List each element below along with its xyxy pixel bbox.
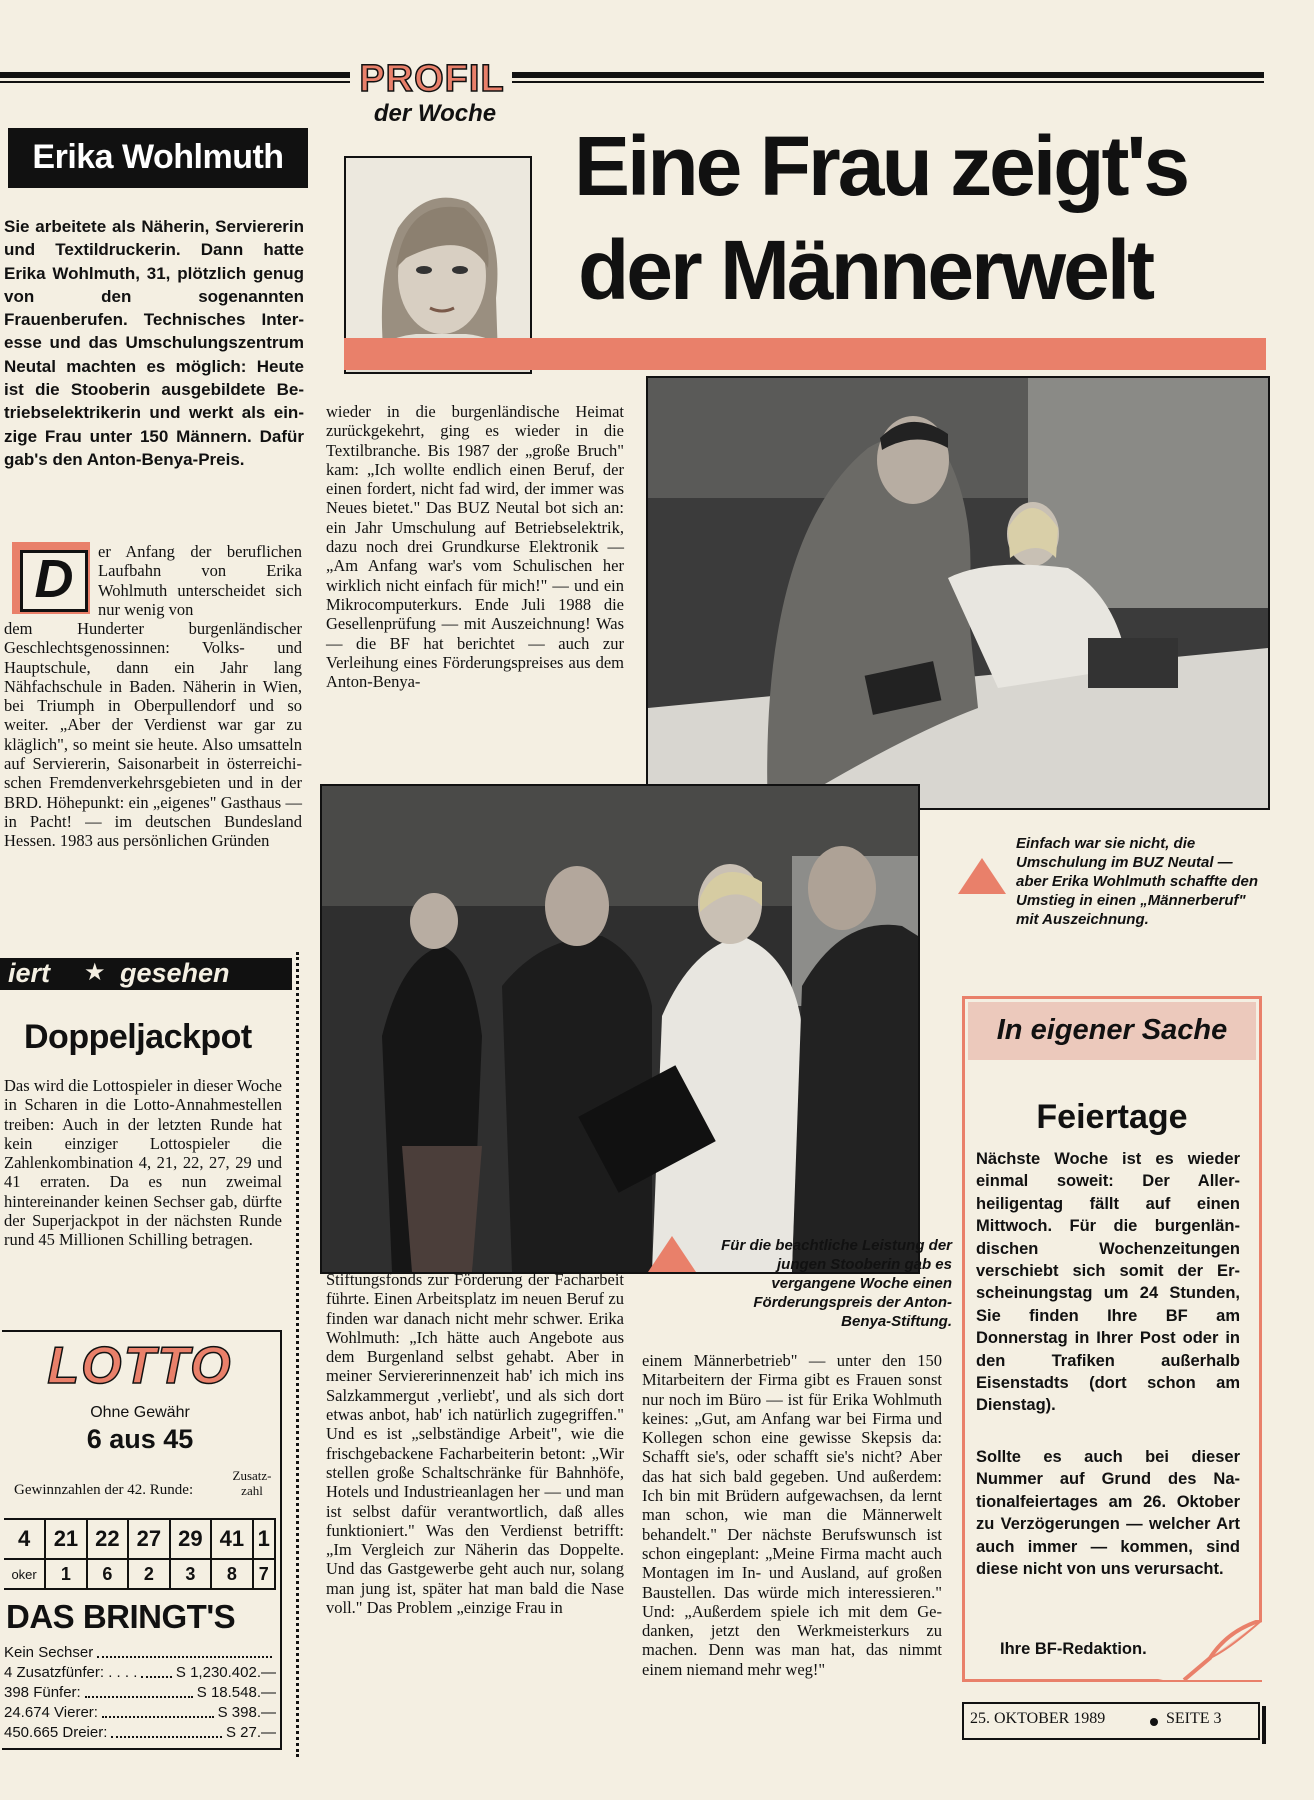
payout-label: 4 Zusatzfünfer: . . . . — [4, 1664, 138, 1681]
sidebar-divider — [296, 952, 299, 1757]
payout-row — [4, 1723, 276, 1743]
footer-bullet — [1150, 1718, 1158, 1726]
sidebar-text: Das wird die Lottospieler in dieser Woche in Scharen in die Lotto-Annahmestellen treiben: Auch in der letzten Runde hat kein einziger Lottospieler die Zahlenkombination 4, 21, 22, 27, 29 und 41 erraten. Da es nun zweimal hintereinander keinen Sechser gab, dürfte der Superjackpot in der nächsten Runde rund 45 Millionen Schilling betragen. — [4, 1076, 282, 1250]
sidebar-header-right: gesehen — [120, 958, 230, 988]
col1-text: dem Hunderter burgenländischer Geschlechtsgenossinnen: Volks- und Hauptschule, dann ein Jahr lang Nähfachschule in Baden. Näherin in Wien, bei Triumph in Oberpullendorf und so weiter. „Aber der Verdienst war gar zu kläglich", so meint sie heute. Also umsatteln auf Serviererin, Saisonarbeit in österreichischen Fremdenverkehrsgebieten und in der BRD. Höhepunkt: ein „eigenes" Gasthaus — in Pacht! — im deutschen Bundesland Hessen. 1983 aus persönlichen Gründen — [4, 619, 302, 851]
profil-subtitle: der Woche — [373, 100, 497, 127]
payout-label: 24.674 Vierer: — [4, 1704, 98, 1721]
page-curl-icon — [1158, 1620, 1262, 1685]
eigene-sache-label: In eigener Sache — [996, 1014, 1228, 1046]
lotto-round-label: Gewinnzahlen der 42. Runde: — [14, 1482, 194, 1498]
lotto-joker-label: oker — [4, 1559, 45, 1589]
lotto-number: 21 — [45, 1519, 86, 1559]
headline-line-2: der Männerwelt — [578, 223, 1153, 317]
lotto-ohne-gewaehr: Ohne Gewähr — [90, 1404, 190, 1421]
col2-top-text: wieder in die burgenländische Heimat zurückgekehrt, ging es wieder in die Textilbranche. Bis 1987 der „große Bruch" kam: „Ich wollte endlich einen Beruf, der einen fordert, nicht fad wird, der immer was Neues bietet." Das BUZ Neutal bot sich an: ein Jahr Umschulung auf Betriebselektrik, dazu noch drei Grundkurse Elektronik — „Am Anfang war's vom Schulischen her wirklich nicht einfach für mich!" — und ein Mikrocomputerkurs. Ende Juli 1988 die Gesellenprüfung — mit Auszeichnung! Was — die BF hat berichtet — auch zur Verleihung eines Förderungspreises aus dem Anton-Benya- — [326, 402, 624, 692]
caption1-triangle — [958, 858, 1006, 894]
lotto-joker-digit: 6 — [87, 1559, 128, 1589]
footer-page: SEITE 3 — [1166, 1710, 1222, 1727]
lotto-zusatz-label: Zusatz-zahl — [232, 1468, 272, 1498]
caption2-triangle — [648, 1236, 696, 1272]
award-photo — [320, 784, 920, 1274]
eigene-sache-signature: Ihre BF-Redaktion. — [1000, 1640, 1147, 1658]
lotto-joker-digit: 2 — [128, 1559, 169, 1589]
payout-value: S 18.548.— — [196, 1684, 276, 1701]
eigene-sache-p1: Nächste Woche ist es wieder einmal soweit: Der Allerheiligentag fällt auf einen Mittwoch. Für die burgenländischen Wochenzeitungen verschiebt sich somit der Erscheinungstag um 24 Stunden, Sie finden Ihre BF am Donnerstag in Ihrer Post oder in den Trafiken außerhalb Eisenstadts (dort schon am Dienstag). — [976, 1150, 1240, 1415]
workshop-photo — [646, 376, 1270, 810]
payout-value: S 27.— — [225, 1724, 276, 1741]
payout-label: 450.665 Dreier: — [4, 1724, 108, 1741]
caption1: Einfach war sie nicht, die Umschulung im BUZ Neutal — aber Erika Wohlmuth schaffte den Umstieg in einen „Männerberuf" mit Auszeichnung. — [1016, 835, 1258, 928]
lotto-number: 27 — [128, 1519, 169, 1559]
lotto-bringts: DAS BRINGT'S — [6, 1598, 236, 1635]
sidebar-header-left: iert — [8, 958, 51, 988]
col2-bottom-text: Stiftungsfonds zur Förderung der Facharbeit führte. Einen Arbeitsplatz im neuen Beruf zu finden war danach nicht mehr schwer. Erika Wohlmuth: „Ich hätte auch Angebote aus dem Burgenland selbst gehabt. Aber in meiner Serviererinnenzeit hab' ich mich ins Salzkammergut ‚verliebt', und als sich dort etwas anbot, hab' ich natürlich zugegriffen." Und es ist „selbständige Arbeit", wie die frischgebackene Facharbeiterin betont: „Wir stellen große Schaltschränke für Bahnhöfe, Hotels und Industrieanlagen her — und man ist selbst dafür verantwortlich, daß alles funktioniert." Was den Verdienst betrifft: „Im Vergleich zur Näherin das Doppelte. Und das Gastgewerbe geht auch nur, solang man jung ist, später hat man bald die Nase voll." Das Problem „einzige Frau in — [326, 1270, 624, 1618]
lotto-number: 41 — [211, 1519, 252, 1559]
lotto-joker-digit: 1 — [45, 1559, 86, 1589]
payout-row — [4, 1643, 276, 1663]
lotto-number: 22 — [87, 1519, 128, 1559]
col3-bottom-text: einem Männerbetrieb" — unter den 150 Mitarbeitern der Firma gibt es Frauen sonst nur noch im Büro — ist für Erika Wohlmuth keines: „Gut, am Anfang war bei Firma und Kollegen schon eine gewisse Skepsis da: Schafft sie's, oder schafft sie's nicht? Aber das hat sich bald gegeben. Und außerdem: Ich bin mit Brüdern aufgewachsen, da lernt man schon, wie man die Männerwelt behandelt." Der nächste Berufswunsch ist schon eingeplant: „Meine Firma macht auch Montagen im In- und Ausland, auf großen Baustellen. Das würde mich interessieren." Und: „Außerdem spiele ich mit dem Gedanken, jetzt den Werkmeisterkurs zu machen. Denn was man hat, das nimmt einem niemand mehr weg!" — [642, 1351, 942, 1679]
sidebar-title: Doppeljackpot — [24, 1018, 252, 1056]
eigene-sache-p2: Sollte es auch bei dieser Nummer auf Grund des Nationalfeiertages am 26. Oktober zu Verzögerungen — welcher Art auch immer — kommen, sind diese nicht von uns verursacht. — [976, 1448, 1240, 1579]
lotto-joker-digit: 8 — [211, 1559, 252, 1589]
col1-text-beside: er Anfang der beruflichen Laufbahn von Erika Wohlmuth unterscheidet sich nur wenig von — [98, 542, 302, 619]
name-box-text: Erika Wohlmuth — [32, 138, 284, 176]
lotto-joker-digit: 7 — [253, 1559, 275, 1589]
payout-value: S 1,230.402.— — [175, 1664, 276, 1681]
payout-row — [4, 1663, 276, 1683]
caption2: Für die beachtliche Leistung der jungen Stooberin gab es vergangene Woche einen Förderungspreis der Anton-Benya-Stiftung. — [721, 1237, 952, 1330]
headline-accent-bar — [344, 338, 1266, 370]
lotto-game: 6 aus 45 — [86, 1424, 194, 1454]
lotto-number: 4 — [4, 1519, 45, 1559]
lotto-zusatz-number: 1 — [253, 1519, 275, 1559]
lotto-number: 29 — [170, 1519, 211, 1559]
profil-logo: PROFIL — [359, 58, 505, 100]
payout-label: Kein Sechser — [4, 1644, 94, 1661]
headline-line-1: Eine Frau zeigt's — [574, 119, 1188, 213]
lotto-logo: LOTTO — [47, 1337, 233, 1395]
intro-text: Sie arbeitete als Näherin, Serviererin und Textildruckerin. Dann hatte Erika Wohlmuth, 31, plötzlich genug von den sogenannten Frauenberufen. Technisches Interesse und das Umschulungszentrum Neutal machten es möglich: Heute ist die Stooberin ausgebildete Betriebselektrikerin und werkt als einzige Frau unter 150 Männern. Dafür gab's den Anton-Benya-Preis. — [4, 217, 304, 469]
sidebar-star-icon: ★ — [84, 959, 106, 986]
payout-row — [4, 1683, 276, 1703]
dropcap-letter: D — [34, 549, 74, 609]
lotto-payouts — [4, 1643, 276, 1743]
payout-row — [4, 1703, 276, 1723]
footer-date: 25. OKTOBER 1989 — [970, 1710, 1106, 1727]
payout-label: 398 Fünfer: — [4, 1684, 81, 1701]
payout-value: S 398.— — [217, 1704, 276, 1721]
lotto-numbers-table — [4, 1518, 276, 1590]
eigene-sache-title: Feiertage — [1036, 1098, 1188, 1136]
lotto-joker-digit: 3 — [170, 1559, 211, 1589]
